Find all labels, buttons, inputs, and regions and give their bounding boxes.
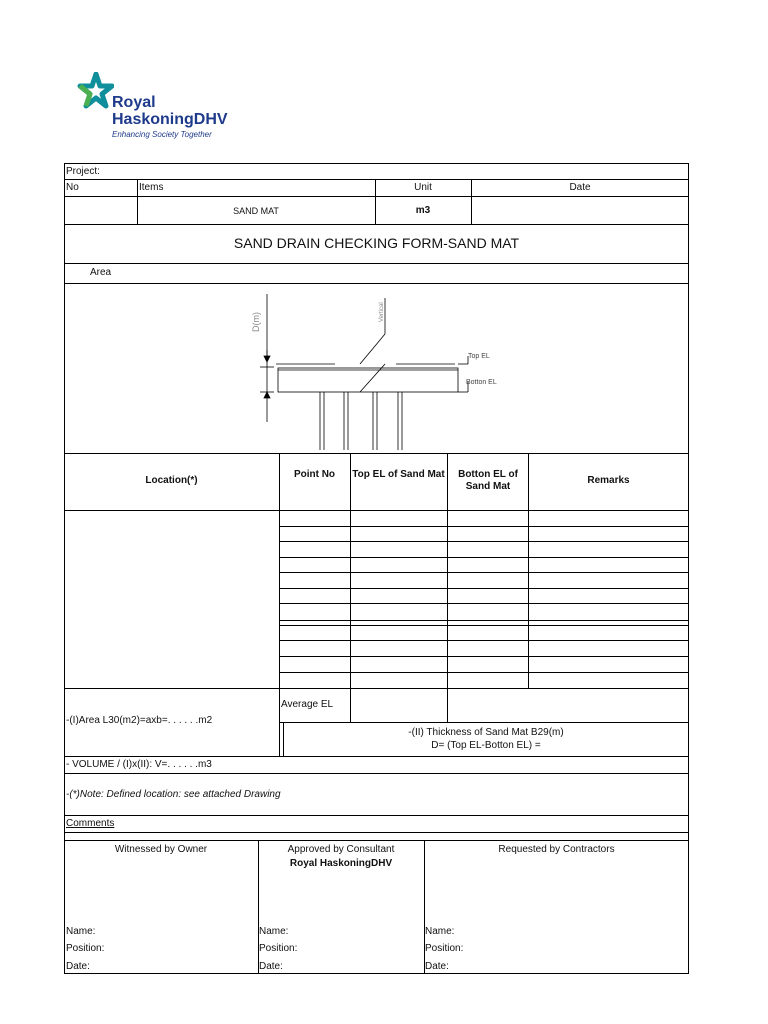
comments-label: Comments <box>66 818 115 829</box>
col-point-no: Point No <box>293 469 336 480</box>
location-note: -(*)Note: Defined location: see attached Drawing <box>66 789 281 800</box>
contractor-title: Requested by Contractors <box>498 844 615 855</box>
vertical-label: Vertical <box>379 302 385 322</box>
table-row <box>279 603 689 604</box>
area-label: Area <box>90 267 112 278</box>
consultant-date: Date: <box>259 961 283 972</box>
contractor-position: Position: <box>425 943 464 954</box>
contractor-name: Name: <box>425 926 455 937</box>
form-title: SAND DRAIN CHECKING FORM-SAND MAT <box>233 235 520 251</box>
no-header: No <box>66 182 79 193</box>
date-header: Date <box>569 182 591 193</box>
d-label: D(m) <box>251 312 261 332</box>
table-row <box>279 588 689 589</box>
project-label: Project: <box>66 166 100 177</box>
top-el-label: Top EL <box>468 353 490 360</box>
item-value: SAND MAT <box>233 206 279 216</box>
logo-star-icon <box>76 72 114 114</box>
unit-value: m3 <box>415 205 431 216</box>
col-bottom-el: Botton EL of Sand Mat <box>458 469 518 492</box>
table-row <box>279 625 689 626</box>
logo-name-line2: HaskoningDHV <box>112 111 228 128</box>
consultant-org: Royal HaskoningDHV <box>289 858 393 869</box>
table-row <box>279 640 689 641</box>
thickness-line2: D= (Top EL-Botton EL) = <box>431 740 541 751</box>
table-row <box>279 672 689 673</box>
consultant-title: Approved by Consultant <box>287 844 395 855</box>
company-logo <box>70 68 228 145</box>
logo-name-line1: Royal <box>112 94 156 111</box>
consultant-name: Name: <box>259 926 289 937</box>
table-row <box>279 572 689 573</box>
owner-name: Name: <box>66 926 96 937</box>
owner-position: Position: <box>66 943 105 954</box>
owner-title: Witnessed by Owner <box>114 844 208 855</box>
thickness-line1: -(II) Thickness of Sand Mat B29(m) <box>408 727 564 738</box>
table-row <box>279 557 689 558</box>
logo-tagline: Enhancing Society Together <box>112 130 212 139</box>
volume-formula: - VOLUME / (I)x(II): V=. . . . . .m3 <box>66 759 212 770</box>
average-el-label: Average EL <box>281 699 334 710</box>
bottom-el-label: Botton EL <box>466 379 497 386</box>
table-row <box>279 620 689 621</box>
col-remarks: Remarks <box>587 475 630 486</box>
sand-mat-diagram <box>240 290 520 452</box>
table-row <box>279 541 689 542</box>
area-formula: -(I)Area L30(m2)=axb=. . . . . .m2 <box>66 715 213 726</box>
unit-header: Unit <box>414 182 432 193</box>
owner-date: Date: <box>66 961 90 972</box>
col-top-el: Top EL of Sand Mat <box>352 469 445 480</box>
items-header: Items <box>139 182 164 193</box>
table-row <box>279 656 689 657</box>
consultant-position: Position: <box>259 943 298 954</box>
table-row <box>279 526 689 527</box>
contractor-date: Date: <box>425 961 449 972</box>
col-location: Location(*) <box>145 475 198 486</box>
